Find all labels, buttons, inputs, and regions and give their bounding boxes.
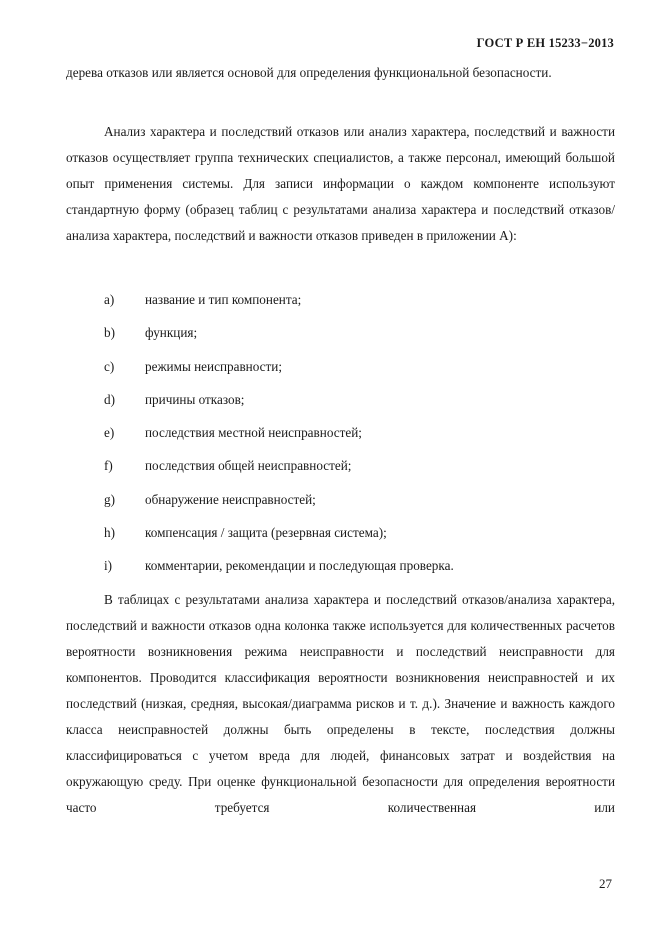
list-marker: i) [104, 558, 113, 574]
standard-header: ГОСТ Р ЕН 15233−2013 [476, 36, 614, 50]
list-item-text: обнаружение неисправностей; [145, 491, 316, 507]
list-marker: c) [104, 358, 115, 374]
list-item [0, 320, 661, 353]
list-item-text: режимы неисправности; [145, 358, 282, 374]
component-info-list [0, 287, 661, 587]
paragraph-analysis: Анализ характера и последствий отказов или анализ характера, последствий и важности отказов осуществляет группа технических специалистов, а также персонал, имеющий большой опыт применения системы. Для записи информации о каждом компоненте используют стандартную форму (образец таблиц с результатами анализа характера и последствий отказов/анализа характера, последствий и важности отказов приведен в приложении А): [66, 124, 615, 243]
list-item [0, 487, 661, 520]
paragraph-tables: В таблицах с результатами анализа характера и последствий отказов/анализа характера, последствий и важности отказов одна колонка также используется для количественных расчетов вероятности возникновения режима неисправности и последствий неисправности для компонентов. Проводится классификация вероятности возникновения неисправностей и их последствий (низкая, средняя, высокая/диаграмма рисков и т. д.). Значение и важность каждого класса неисправностей должны быть определены в тексте, последствия должны классифицироваться с учетом вреда для людей, финансовых затрат и воздействия на окружающую среду. При оценке функциональной безопасности для определения вероятности часто требуется количественная или [66, 592, 615, 815]
list-item [0, 453, 661, 486]
list-item-text: название и тип компонента; [145, 292, 302, 307]
list-item [0, 287, 661, 320]
paragraph-continuation: дерева отказов или является основой для определения функциональной безопасности. [66, 65, 552, 80]
list-marker: a) [104, 292, 115, 307]
list-item-text: причины отказов; [145, 391, 245, 407]
list-item [0, 387, 661, 420]
list-item-text: последствия местной неисправностей; [145, 425, 362, 441]
list-item-text: функция; [145, 325, 198, 341]
list-item [0, 420, 661, 453]
page-number: 27 [599, 876, 612, 891]
list-marker: e) [104, 425, 115, 441]
list-item [0, 553, 661, 586]
list-marker: b) [104, 325, 115, 341]
list-marker: d) [104, 391, 115, 407]
list-item [0, 520, 661, 553]
list-marker: g) [104, 491, 115, 507]
list-item-text: последствия общей неисправностей; [145, 458, 352, 474]
list-marker: h) [104, 525, 115, 541]
list-marker: f) [104, 458, 113, 474]
list-item-text: комментарии, рекомендации и последующая проверка. [145, 558, 454, 574]
list-item [0, 354, 661, 387]
list-item-text: компенсация / защита (резервная система); [145, 525, 387, 541]
